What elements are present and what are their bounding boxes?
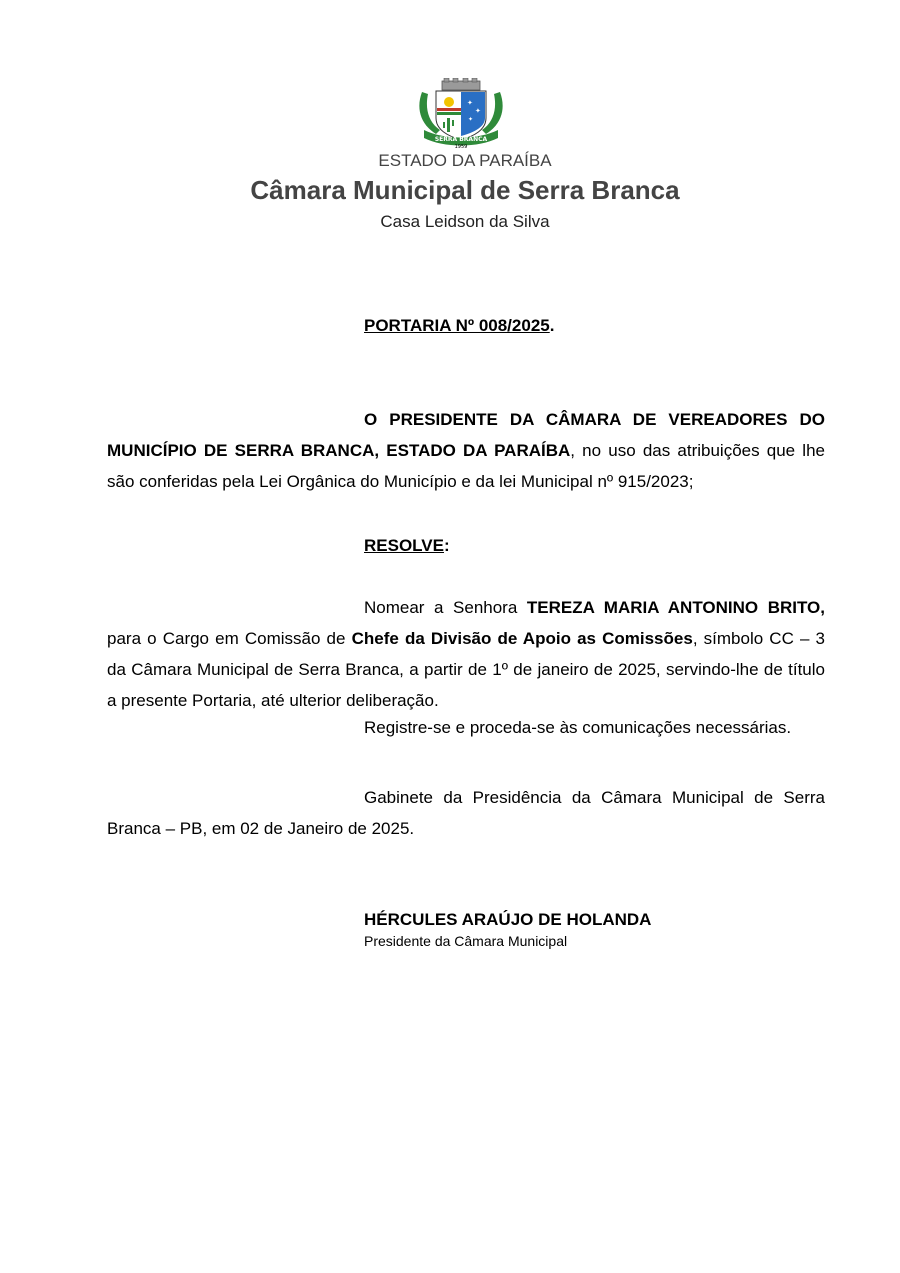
resolve-word: RESOLVE: [364, 536, 444, 555]
house-name: Casa Leidson da Silva: [380, 212, 550, 231]
resolve-colon: :: [443, 536, 450, 555]
document-title: [364, 316, 554, 336]
municipal-coat-of-arms: [414, 78, 508, 148]
resolve-heading: [364, 536, 450, 556]
svg-text:✦: ✦: [468, 116, 474, 123]
preamble-text: , no uso das atribuições que lhe são conferidas pela Lei Orgânica do Município e da lei Municipal nº 915/2023;: [107, 441, 825, 491]
register-paragraph: Registre-se e proceda-se às comunicações necessárias.: [364, 718, 792, 737]
preamble-authority: O PRESIDENTE DA CÂMARA DE VEREADORES DO MUNICÍPIO DE SERRA BRANCA, ESTADO DA PARAÍBA: [107, 410, 825, 460]
document-title-period: .: [549, 316, 555, 335]
signatory-name: HÉRCULES ARAÚJO DE HOLANDA: [364, 910, 652, 929]
appointee-name: TEREZA MARIA ANTONINO BRITO,: [526, 598, 825, 617]
document-title-number: PORTARIA Nº 008/2025: [364, 316, 550, 335]
appointment-paragraph: [107, 592, 825, 716]
state-name: ESTADO DA PARAÍBA: [378, 151, 552, 170]
appointment-role: Chefe da Divisão de Apoio as Comissões: [351, 629, 693, 648]
appointment-middle: para o Cargo em Comissão de: [107, 629, 352, 648]
appointment-intro: Nomear a Senhora: [364, 598, 527, 617]
svg-text:SERRA BRANCA: SERRA BRANCA: [434, 136, 488, 143]
preamble-paragraph: [107, 404, 825, 497]
appointment-details: , símbolo CC – 3 da Câmara Municipal de Serra Branca, a partir de 1º de janeiro de 2025, servindo-lhe de título a presente Portaria, até ulterior deliberação.: [107, 629, 825, 710]
signatory-role: Presidente da Câmara Municipal: [364, 933, 568, 949]
closing-paragraph: Gabinete da Presidência da Câmara Municipal de Serra Branca – PB, em 02 de Janeiro de 2025.: [107, 788, 825, 838]
svg-text:1959: 1959: [454, 144, 468, 148]
chamber-name: Câmara Municipal de Serra Branca: [250, 175, 680, 205]
svg-text:✦: ✦: [467, 99, 473, 107]
svg-text:✦: ✦: [475, 107, 481, 115]
